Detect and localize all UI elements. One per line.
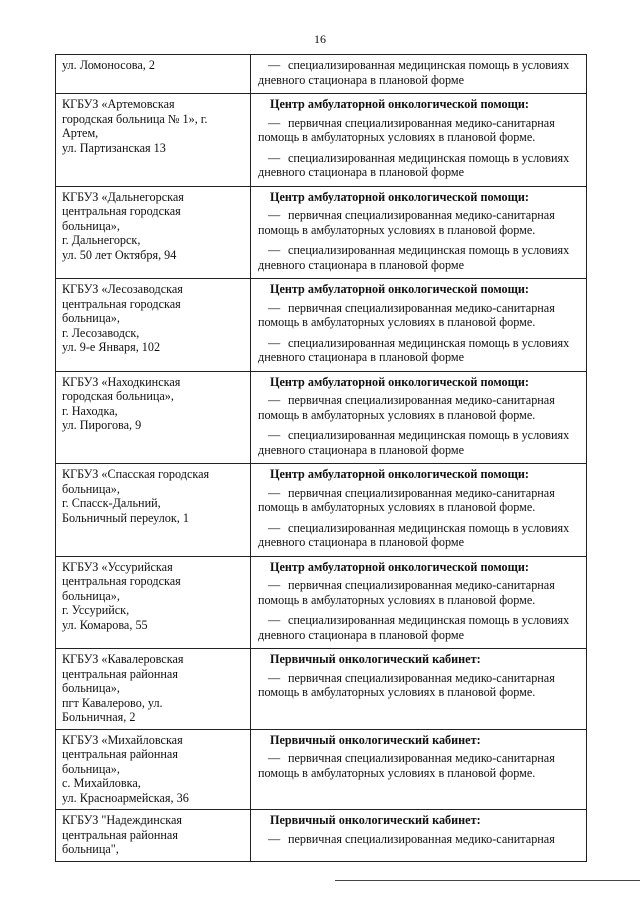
service-item bbox=[258, 613, 578, 642]
services-cell bbox=[251, 371, 587, 464]
institution-cell: КГБУЗ "Надеждинская центральная районная больница", bbox=[56, 810, 251, 862]
institution-cell: ул. Ломоносова, 2 bbox=[56, 55, 251, 94]
service-item-text: специализированная медицинская помощь в условиях дневного стационара в плановой форме bbox=[258, 58, 570, 87]
services-cell bbox=[251, 279, 587, 372]
service-unit-title: Центр амбулаторной онкологической помощи: bbox=[270, 189, 529, 204]
service-item bbox=[258, 243, 578, 272]
institution-cell: КГБУЗ «Кавалеровская центральная районная больница», пгт Кавалерово, ул. Больничная, 2 bbox=[56, 649, 251, 730]
service-item-text: первичная специализированная медико-санитарная помощь в амбулаторных условиях в плановой форме. bbox=[258, 300, 555, 329]
services-cell bbox=[251, 810, 587, 862]
institution-cell: КГБУЗ «Артемовская городская больница № 1», г. Артем, ул. Партизанская 13 bbox=[56, 94, 251, 187]
service-item-text: первичная специализированная медико-санитарная помощь в амбулаторных условиях в плановой форме. bbox=[258, 670, 555, 699]
dash-marker: — bbox=[268, 613, 281, 627]
service-item-text: специализированная медицинская помощь в условиях дневного стационара в плановой форме bbox=[258, 613, 570, 642]
dash-marker: — bbox=[268, 831, 281, 846]
services-cell bbox=[251, 729, 587, 810]
service-item-text: специализированная медицинская помощь в условиях дневного стационара в плановой форме bbox=[258, 335, 570, 364]
dash-marker: — bbox=[268, 208, 281, 222]
facilities-table-body bbox=[56, 55, 587, 862]
service-item bbox=[258, 301, 578, 330]
dash-marker: — bbox=[268, 335, 281, 350]
dash-marker: — bbox=[268, 243, 281, 257]
service-item bbox=[258, 578, 578, 607]
table-row bbox=[56, 810, 587, 862]
service-unit-title: Первичный онкологический кабинет: bbox=[270, 813, 481, 827]
service-unit-title: Первичный онкологический кабинет: bbox=[270, 732, 481, 747]
service-item-text: первичная специализированная медико-санитарная помощь в амбулаторных условиях в плановой форме. bbox=[258, 208, 555, 237]
dash-marker: — bbox=[268, 485, 281, 500]
dash-marker: — bbox=[268, 670, 281, 685]
service-item-text: специализированная медицинская помощь в условиях дневного стационара в плановой форме bbox=[258, 428, 570, 457]
service-item-text: первичная специализированная медико-санитарная помощь в амбулаторных условиях в плановой форме. bbox=[258, 578, 555, 607]
dash-marker: — bbox=[268, 428, 281, 442]
service-item bbox=[258, 486, 578, 515]
service-item bbox=[258, 58, 578, 87]
page-number: 16 bbox=[314, 32, 326, 46]
table-row bbox=[56, 371, 587, 464]
institution-cell: КГБУЗ «Уссурийская центральная городская больница», г. Уссурийск, ул. Комарова, 55 bbox=[56, 556, 251, 649]
service-item bbox=[258, 671, 578, 700]
scan-edge-line bbox=[335, 880, 640, 881]
service-item bbox=[258, 521, 578, 550]
institution-cell: КГБУЗ «Михайловская центральная районная больница», с. Михайловка, ул. Красноармейская, 36 bbox=[56, 729, 251, 810]
service-item-text: первичная специализированная медико-санитарная помощь в амбулаторных условиях в плановой форме. bbox=[258, 115, 555, 144]
service-item-text: первичная специализированная медико-санитарная помощь в амбулаторных условиях в плановой форме. bbox=[258, 485, 555, 514]
dash-marker: — bbox=[268, 115, 281, 130]
service-unit-title: Центр амбулаторной онкологической помощи: bbox=[270, 97, 529, 111]
table-row bbox=[56, 649, 587, 730]
service-item bbox=[258, 751, 578, 780]
service-unit-title: Центр амбулаторной онкологической помощи: bbox=[270, 282, 529, 296]
dash-marker: — bbox=[268, 578, 281, 592]
institution-cell: КГБУЗ «Находкинская городская больница», г. Находка, ул. Пирогова, 9 bbox=[56, 371, 251, 464]
service-unit-title: Центр амбулаторной онкологической помощи: bbox=[270, 374, 529, 389]
dash-marker: — bbox=[268, 58, 281, 72]
services-cell bbox=[251, 556, 587, 649]
service-item bbox=[258, 208, 578, 237]
institution-cell: КГБУЗ «Спасская городская больница», г. Спасск-Дальний, Больничный переулок, 1 bbox=[56, 464, 251, 557]
service-unit-title: Первичный онкологический кабинет: bbox=[270, 652, 481, 666]
table-row bbox=[56, 464, 587, 557]
service-item-text: специализированная медицинская помощь в условиях дневного стационара в плановой форме bbox=[258, 150, 570, 179]
table-row bbox=[56, 279, 587, 372]
services-cell bbox=[251, 464, 587, 557]
service-item bbox=[258, 428, 578, 457]
institution-cell: КГБУЗ «Лесозаводская центральная городская больница», г. Лесозаводск, ул. 9-е Января, 102 bbox=[56, 279, 251, 372]
services-cell bbox=[251, 186, 587, 279]
service-item-text: первичная специализированная медико-санитарная помощь в амбулаторных условиях в плановой форме. bbox=[258, 751, 555, 780]
facilities-table bbox=[55, 54, 587, 862]
institution-cell: КГБУЗ «Дальнегорская центральная городская больница», г. Дальнегорск, ул. 50 лет Октября, 94 bbox=[56, 186, 251, 279]
dash-marker: — bbox=[268, 300, 281, 315]
dash-marker: — bbox=[268, 751, 281, 765]
table-row bbox=[56, 556, 587, 649]
service-item-text: первичная специализированная медико-санитарная bbox=[288, 831, 555, 846]
service-item-text: специализированная медицинская помощь в условиях дневного стационара в плановой форме bbox=[258, 520, 570, 549]
dash-marker: — bbox=[268, 150, 281, 165]
service-item bbox=[258, 116, 578, 145]
services-cell bbox=[251, 649, 587, 730]
service-unit-title: Центр амбулаторной онкологической помощи: bbox=[270, 559, 529, 574]
services-cell bbox=[251, 94, 587, 187]
table-row bbox=[56, 55, 587, 94]
table-row bbox=[56, 186, 587, 279]
dash-marker: — bbox=[268, 393, 281, 407]
service-item bbox=[258, 393, 578, 422]
service-item bbox=[258, 832, 578, 847]
service-item bbox=[258, 336, 578, 365]
service-item bbox=[258, 151, 578, 180]
table-row bbox=[56, 729, 587, 810]
service-item-text: специализированная медицинская помощь в условиях дневного стационара в плановой форме bbox=[258, 243, 570, 272]
service-item-text: первичная специализированная медико-санитарная помощь в амбулаторных условиях в плановой форме. bbox=[258, 393, 555, 422]
service-unit-title: Центр амбулаторной онкологической помощи: bbox=[270, 467, 529, 481]
services-cell bbox=[251, 55, 587, 94]
table-row bbox=[56, 94, 587, 187]
dash-marker: — bbox=[268, 520, 281, 535]
